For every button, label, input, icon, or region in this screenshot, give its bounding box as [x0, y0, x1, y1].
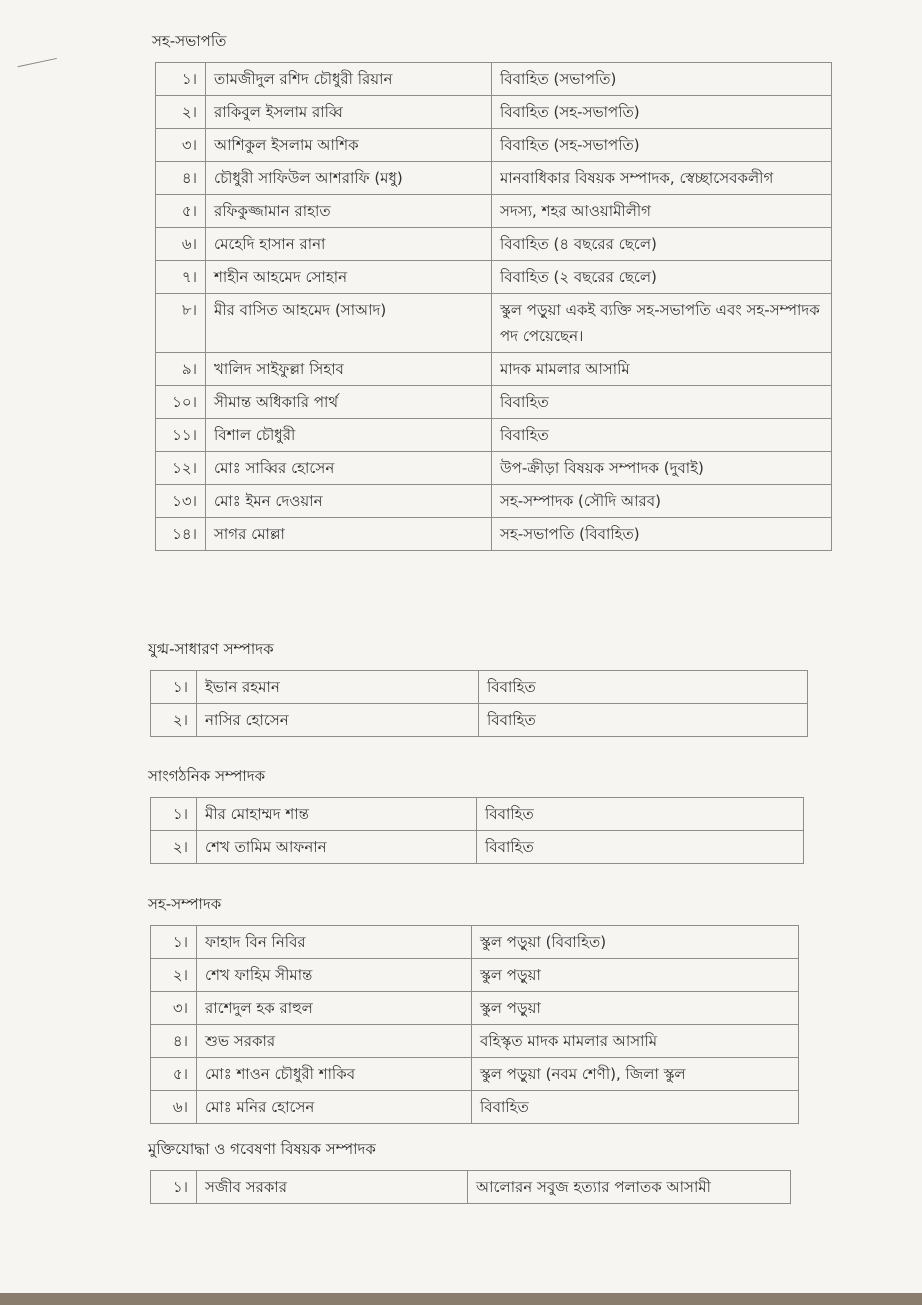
table-row — [151, 926, 799, 959]
table-surface — [0, 1293, 922, 1305]
member-name: শেখ তামিম আফনান — [197, 831, 477, 864]
member-note: স্কুল পড়ুয়া — [472, 959, 799, 992]
row-number: ২। — [151, 959, 197, 992]
member-name: রাশেদুল হক রাহুল — [197, 992, 472, 1025]
member-name: চৌধুরী সাফিউল আশরাফি (মধু) — [206, 162, 492, 195]
table-row — [151, 671, 808, 704]
row-number: ৫। — [151, 1058, 197, 1091]
table-row — [156, 195, 832, 228]
table-freedom-fighter-research — [150, 1170, 791, 1204]
section-title-freedom-fighter-research: মুক্তিযোদ্ধা ও গবেষণা বিষয়ক সম্পাদক — [148, 1140, 376, 1158]
table-row — [156, 129, 832, 162]
table-row — [156, 162, 832, 195]
row-number: ৫। — [156, 195, 206, 228]
row-number: ৮। — [156, 294, 206, 353]
member-note: স্কুল পড়ুয়া (বিবাহিত) — [472, 926, 799, 959]
member-note: বিবাহিত (৪ বছরের ছেলে) — [492, 228, 832, 261]
member-note: মানবাধিকার বিষয়ক সম্পাদক, স্বেচ্ছাসেবকলীগ — [492, 162, 832, 195]
table-row — [151, 831, 804, 864]
section-title-vice-president: সহ-সভাপতি — [152, 32, 227, 50]
table-row — [156, 518, 832, 551]
table-vice-president — [155, 62, 832, 551]
member-name: বিশাল চৌধুরী — [206, 419, 492, 452]
table-joint-general-secretary — [150, 670, 808, 737]
row-number: ১৩। — [156, 485, 206, 518]
member-note: সহ-সম্পাদক (সৌদি আরব) — [492, 485, 832, 518]
member-name: সীমান্ত অধিকারি পার্থ — [206, 386, 492, 419]
table-row — [156, 485, 832, 518]
member-name: মোঃ সাব্বির হোসেন — [206, 452, 492, 485]
member-note: বিবাহিত — [477, 798, 804, 831]
pen-mark — [18, 58, 59, 75]
row-number: ২। — [156, 96, 206, 129]
table-row — [156, 294, 832, 353]
table-row — [156, 228, 832, 261]
member-note: বিবাহিত — [479, 704, 808, 737]
member-name: মোঃ মনির হোসেন — [197, 1091, 472, 1124]
member-name: মীর বাসিত আহমেদ (সাআদ) — [206, 294, 492, 353]
row-number: ৭। — [156, 261, 206, 294]
member-name: তামজীদুল রশিদ চৌধুরী রিয়ান — [206, 63, 492, 96]
member-note: বিবাহিত — [472, 1091, 799, 1124]
row-number: ২। — [151, 831, 197, 864]
member-note: বিবাহিত (সভাপতি) — [492, 63, 832, 96]
member-note: বিবাহিত (২ বছরের ছেলে) — [492, 261, 832, 294]
row-number: ১৪। — [156, 518, 206, 551]
row-number: ৩। — [151, 992, 197, 1025]
table-row — [151, 1171, 791, 1204]
section-title-assistant-editor: সহ-সম্পাদক — [148, 895, 222, 913]
member-name: মীর মোহাম্মদ শান্ত — [197, 798, 477, 831]
member-note: সহ-সভাপতি (বিবাহিত) — [492, 518, 832, 551]
table-row — [151, 1091, 799, 1124]
member-note: আলোরন সবুজ হত্যার পলাতক আসামী — [468, 1171, 791, 1204]
member-name: সজীব সরকার — [197, 1171, 468, 1204]
table-row — [156, 261, 832, 294]
row-number: ৯। — [156, 353, 206, 386]
table-row — [151, 704, 808, 737]
table-row — [151, 992, 799, 1025]
table-assistant-editor — [150, 925, 799, 1124]
member-note: বিবাহিত — [477, 831, 804, 864]
table-organizing-secretary — [150, 797, 804, 864]
member-name: মোঃ ইমন দেওয়ান — [206, 485, 492, 518]
table-row — [151, 1058, 799, 1091]
table-row — [156, 63, 832, 96]
table-row — [156, 419, 832, 452]
table-row — [151, 959, 799, 992]
member-name: মোঃ শাওন চৌধুরী শাকিব — [197, 1058, 472, 1091]
member-name: ফাহাদ বিন নিবির — [197, 926, 472, 959]
row-number: ২। — [151, 704, 197, 737]
row-number: ১। — [151, 926, 197, 959]
row-number: ১। — [151, 1171, 197, 1204]
member-name: মেহেদি হাসান রানা — [206, 228, 492, 261]
row-number: ৬। — [151, 1091, 197, 1124]
row-number: ১। — [156, 63, 206, 96]
row-number: ১। — [151, 671, 197, 704]
row-number: ১। — [151, 798, 197, 831]
row-number: ৬। — [156, 228, 206, 261]
member-note: বহিস্কৃত মাদক মামলার আসামি — [472, 1025, 799, 1058]
member-note: স্কুল পড়ুয়া — [472, 992, 799, 1025]
table-row — [151, 798, 804, 831]
row-number: ৪। — [156, 162, 206, 195]
member-note: বিবাহিত — [492, 419, 832, 452]
member-note: সদস্য, শহর আওয়ামীলীগ — [492, 195, 832, 228]
section-title-joint-general-secretary: যুগ্ম-সাধারণ সম্পাদক — [148, 640, 274, 658]
member-name: রফিকুজ্জামান রাহাত — [206, 195, 492, 228]
member-name: শাহীন আহমেদ সোহান — [206, 261, 492, 294]
table-row — [156, 386, 832, 419]
member-note: বিবাহিত — [492, 386, 832, 419]
row-number: ১১। — [156, 419, 206, 452]
member-note: বিবাহিত — [479, 671, 808, 704]
row-number: ৩। — [156, 129, 206, 162]
member-note: স্কুল পড়ুয়া (নবম শেণী), জিলা স্কুল — [472, 1058, 799, 1091]
row-number: ৪। — [151, 1025, 197, 1058]
member-note: মাদক মামলার আসামি — [492, 353, 832, 386]
table-row — [156, 96, 832, 129]
member-name: ইভান রহমান — [197, 671, 479, 704]
member-name: খালিদ সাইফুল্লা সিহাব — [206, 353, 492, 386]
member-note: স্কুল পড়ুয়া একই ব্যক্তি সহ-সভাপতি এবং সহ-সম্পাদক পদ পেয়েছেন। — [492, 294, 832, 353]
row-number: ১২। — [156, 452, 206, 485]
member-name: আশিকুল ইসলাম আশিক — [206, 129, 492, 162]
member-name: রাকিবুল ইসলাম রাব্বি — [206, 96, 492, 129]
member-name: সাগর মোল্লা — [206, 518, 492, 551]
table-row — [151, 1025, 799, 1058]
table-row — [156, 353, 832, 386]
member-name: শুভ সরকার — [197, 1025, 472, 1058]
member-note: উপ-ক্রীড়া বিষয়ক সম্পাদক (দুবাই) — [492, 452, 832, 485]
row-number: ১০। — [156, 386, 206, 419]
member-name: নাসির হোসেন — [197, 704, 479, 737]
member-name: শেখ ফাহিম সীমান্ত — [197, 959, 472, 992]
member-note: বিবাহিত (সহ-সভাপতি) — [492, 129, 832, 162]
member-note: বিবাহিত (সহ-সভাপতি) — [492, 96, 832, 129]
table-row — [156, 452, 832, 485]
section-title-organizing-secretary: সাংগঠনিক সম্পাদক — [148, 767, 266, 785]
